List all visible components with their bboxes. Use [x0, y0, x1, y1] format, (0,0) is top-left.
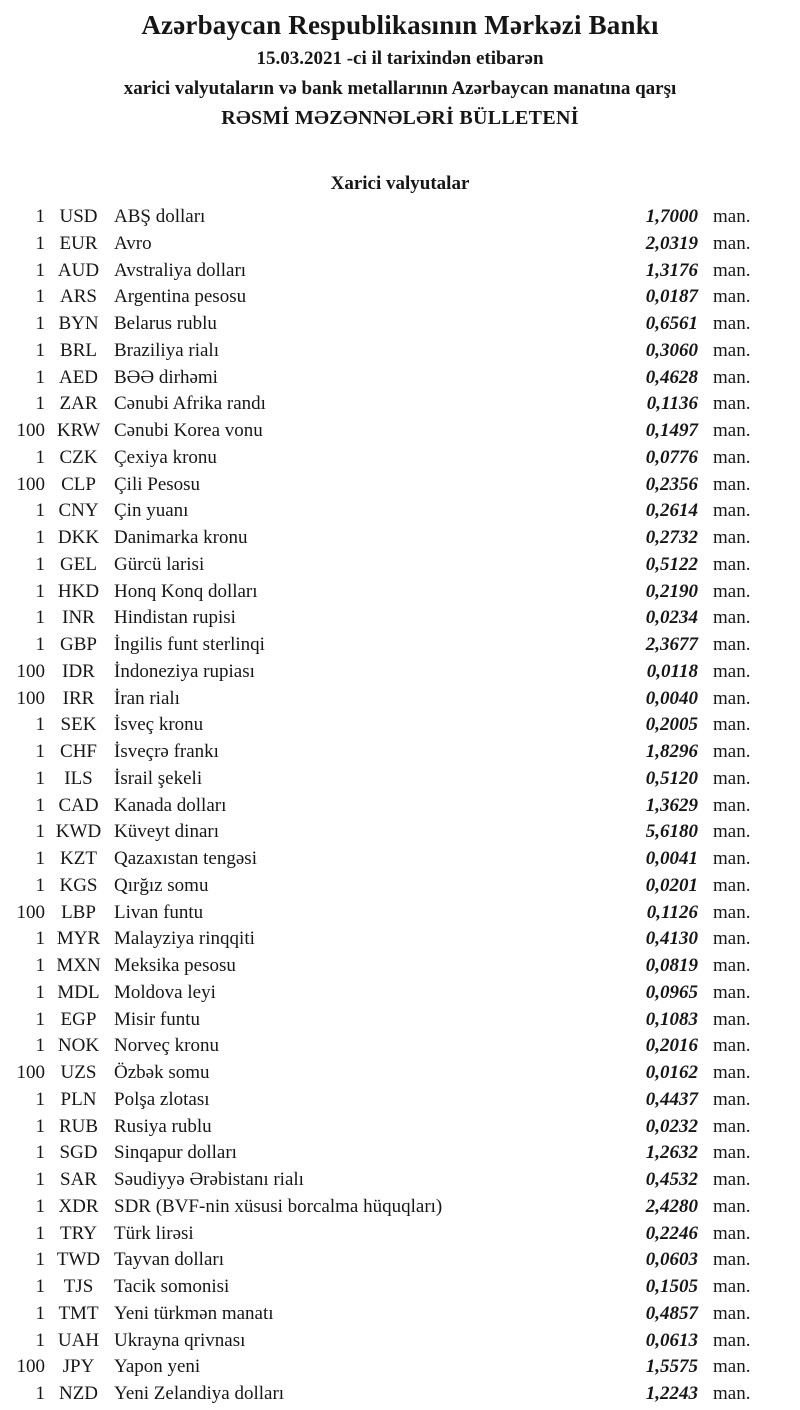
quantity-cell: 100	[16, 1356, 45, 1378]
quantity-cell: 1	[35, 1088, 45, 1110]
currency-name-cell: Yapon yeni	[114, 1356, 201, 1378]
rate-cell: 0,4857	[645, 1302, 698, 1324]
currency-code-cell: AED	[58, 366, 99, 388]
rate-cell: 0,5120	[645, 767, 698, 789]
currency-code-cell: ARS	[60, 286, 97, 308]
currency-code-cell: CAD	[58, 794, 99, 816]
quantity-cell: 1	[35, 313, 45, 334]
currency-code-cell: INR	[62, 607, 95, 629]
unit-cell: man.	[713, 1088, 751, 1110]
quantity-cell: 1	[35, 232, 45, 254]
currency-code-cell: IDR	[62, 660, 95, 682]
rate-cell: 1,3629	[645, 794, 698, 816]
quantity-cell: 1	[35, 259, 45, 281]
currency-name-cell: Honq Konq dolları	[114, 580, 258, 602]
table-row	[0, 634, 800, 661]
quantity-cell: 100	[16, 901, 45, 923]
unit-cell: man.	[713, 232, 751, 254]
currency-code-cell: ZAR	[59, 393, 98, 415]
currency-code-cell: NOK	[57, 1035, 100, 1057]
unit-cell: man.	[713, 1383, 751, 1404]
unit-cell: man.	[713, 1169, 751, 1190]
table-row	[0, 688, 800, 715]
table-row	[0, 982, 800, 1009]
table-row	[0, 1169, 800, 1196]
quantity-cell: 1	[35, 527, 45, 548]
table-row	[0, 286, 800, 313]
currency-code-cell: RUB	[58, 1115, 99, 1137]
unit-cell: man.	[713, 714, 751, 736]
currency-code-cell: TRY	[60, 1222, 97, 1244]
currency-name-cell: Moldova leyi	[114, 981, 216, 1003]
table-row	[0, 1196, 800, 1223]
unit-cell: man.	[713, 1062, 751, 1083]
currency-code-cell: KGS	[59, 874, 98, 896]
unit-cell: man.	[713, 313, 751, 334]
unit-cell: man.	[713, 580, 751, 602]
rate-cell: 0,4437	[645, 1088, 698, 1110]
unit-cell: man.	[713, 634, 751, 655]
currency-code-cell: GEL	[60, 553, 97, 575]
unit-cell: man.	[713, 687, 751, 709]
table-row	[0, 313, 800, 340]
currency-name-cell: Braziliya rialı	[114, 339, 219, 361]
rate-cell: 0,1126	[646, 901, 698, 923]
table-row	[0, 1303, 800, 1330]
quantity-cell: 100	[16, 660, 45, 682]
effective-date-line: 15.03.2021 -ci il tarixindən etibarən	[256, 48, 544, 69]
quantity-cell: 1	[35, 1276, 45, 1297]
unit-cell: man.	[713, 553, 751, 575]
currency-code-cell: AUD	[57, 259, 100, 281]
unit-cell: man.	[713, 366, 751, 388]
table-row	[0, 581, 800, 608]
currency-name-cell: Polşa zlotası	[114, 1088, 210, 1110]
unit-cell: man.	[713, 420, 751, 441]
unit-cell: man.	[713, 1035, 751, 1057]
rate-cell: 0,0162	[645, 1062, 698, 1083]
unit-cell: man.	[713, 446, 751, 468]
rate-cell: 0,1136	[646, 393, 698, 415]
unit-cell: man.	[713, 393, 751, 415]
currency-name-cell: Qırğız somu	[114, 874, 209, 896]
unit-cell: man.	[713, 848, 751, 869]
quantity-cell: 1	[35, 848, 45, 869]
quantity-cell: 100	[16, 473, 45, 495]
rate-cell: 0,3060	[645, 339, 698, 361]
rate-cell: 0,0041	[645, 848, 698, 869]
rate-cell: 0,2190	[645, 580, 698, 602]
quantity-cell: 1	[35, 874, 45, 896]
rate-cell: 0,0603	[645, 1249, 698, 1271]
quantity-cell: 1	[35, 393, 45, 415]
bank-title: Azərbaycan Respublikasının Mərkəzi Bankı	[141, 10, 659, 40]
table-row	[0, 1330, 800, 1357]
currency-code-cell: DKK	[57, 527, 100, 548]
unit-cell: man.	[713, 1249, 751, 1271]
table-row	[0, 741, 800, 768]
rate-cell: 0,5122	[645, 553, 698, 575]
currency-code-cell: EUR	[59, 232, 98, 254]
currency-name-cell: Ukrayna qrivnası	[114, 1329, 246, 1351]
rate-cell: 0,2356	[645, 473, 698, 495]
header-subtitle: xarici valyutaların və bank metallarının Azərbaycan manatına qarşı	[123, 78, 677, 99]
currency-code-cell: BYN	[58, 313, 99, 334]
rate-cell: 1,2632	[645, 1142, 698, 1164]
quantity-cell: 100	[16, 420, 45, 441]
table-row	[0, 1276, 800, 1303]
rate-cell: 0,2005	[645, 714, 698, 736]
currency-name-cell: Çin yuanı	[114, 500, 189, 522]
quantity-cell: 1	[35, 1383, 45, 1404]
quantity-cell: 1	[35, 794, 45, 816]
table-row	[0, 500, 800, 527]
quantity-cell: 1	[35, 1115, 45, 1137]
quantity-cell: 1	[35, 366, 45, 388]
table-row	[0, 902, 800, 929]
currency-name-cell: Yeni Zelandiya dolları	[114, 1383, 285, 1404]
currency-code-cell: CNY	[58, 500, 99, 522]
quantity-cell: 1	[35, 981, 45, 1003]
quantity-cell: 1	[35, 928, 45, 950]
table-row	[0, 393, 800, 420]
currency-code-cell: ILS	[64, 767, 93, 789]
currency-name-cell: İran rialı	[114, 687, 180, 709]
table-row	[0, 1089, 800, 1116]
currency-code-cell: TWD	[56, 1249, 101, 1271]
currency-name-cell: ABŞ dolları	[114, 206, 206, 227]
currency-name-cell: Danimarka kronu	[114, 527, 248, 548]
unit-cell: man.	[713, 1356, 751, 1378]
table-row	[0, 1142, 800, 1169]
unit-cell: man.	[713, 821, 751, 843]
rate-cell: 0,0040	[645, 687, 698, 709]
unit-cell: man.	[713, 259, 751, 281]
rate-cell: 2,3677	[645, 634, 698, 655]
quantity-cell: 1	[35, 1035, 45, 1057]
currency-name-cell: İsveçrə frankı	[114, 741, 219, 762]
rate-cell: 0,0613	[645, 1329, 698, 1351]
quantity-cell: 1	[35, 607, 45, 629]
rate-cell: 0,4532	[645, 1169, 698, 1190]
rate-cell: 0,2732	[645, 527, 698, 548]
table-row	[0, 1009, 800, 1036]
quantity-cell: 1	[35, 1195, 45, 1217]
unit-cell: man.	[713, 206, 751, 227]
rate-cell: 1,7000	[645, 206, 698, 227]
table-row	[0, 233, 800, 260]
unit-cell: man.	[713, 1222, 751, 1244]
table-row	[0, 821, 800, 848]
table-row	[0, 1116, 800, 1143]
rate-cell: 0,0118	[646, 660, 698, 682]
unit-cell: man.	[713, 1008, 751, 1030]
table-row	[0, 474, 800, 501]
currency-name-cell: Norveç kronu	[114, 1035, 219, 1057]
table-row	[0, 260, 800, 287]
table-row	[0, 206, 800, 233]
unit-cell: man.	[713, 286, 751, 308]
unit-cell: man.	[713, 1195, 751, 1217]
currency-name-cell: Argentina pesosu	[114, 286, 247, 308]
table-row	[0, 848, 800, 875]
unit-cell: man.	[713, 1302, 751, 1324]
currency-code-cell: UAH	[57, 1329, 100, 1351]
unit-cell: man.	[713, 527, 751, 548]
currency-code-cell: XDR	[58, 1195, 99, 1217]
unit-cell: man.	[713, 741, 751, 762]
table-row	[0, 340, 800, 367]
rate-cell: 0,6561	[645, 313, 698, 334]
currency-name-cell: Cənubi Korea vonu	[114, 420, 263, 441]
table-row	[0, 447, 800, 474]
bulletin-title: RƏSMİ MƏZƏNNƏLƏRİ BÜLLETENİ	[221, 107, 579, 129]
table-row	[0, 367, 800, 394]
currency-name-cell: Hindistan rupisi	[114, 607, 236, 629]
unit-cell: man.	[713, 607, 751, 629]
rates-table	[0, 206, 800, 1410]
unit-cell: man.	[713, 1142, 751, 1164]
currency-code-cell: SEK	[60, 714, 97, 736]
currency-code-cell: CHF	[60, 741, 97, 762]
rate-cell: 2,0319	[645, 232, 698, 254]
table-row	[0, 714, 800, 741]
quantity-cell: 1	[35, 1222, 45, 1244]
table-row	[0, 554, 800, 581]
currency-name-cell: Türk lirəsi	[114, 1222, 194, 1244]
currency-code-cell: TMT	[58, 1302, 99, 1324]
currency-code-cell: LBP	[61, 901, 96, 923]
currency-code-cell: IRR	[62, 687, 95, 709]
currency-name-cell: Belarus rublu	[114, 313, 217, 334]
currency-code-cell: MXN	[56, 955, 101, 976]
rate-cell: 0,1505	[645, 1276, 698, 1297]
unit-cell: man.	[713, 500, 751, 522]
quantity-cell: 1	[35, 955, 45, 976]
table-row	[0, 1383, 800, 1410]
rate-cell: 0,2246	[645, 1222, 698, 1244]
currency-code-cell: PLN	[60, 1088, 97, 1110]
currency-code-cell: CZK	[59, 446, 98, 468]
quantity-cell: 1	[35, 1302, 45, 1324]
rate-cell: 0,0819	[645, 955, 698, 976]
rate-cell: 0,0776	[645, 446, 698, 468]
unit-cell: man.	[713, 1115, 751, 1137]
quantity-cell: 1	[35, 286, 45, 308]
table-row	[0, 527, 800, 554]
table-row	[0, 661, 800, 688]
quantity-cell: 1	[35, 1169, 45, 1190]
table-row	[0, 875, 800, 902]
currency-code-cell: KZT	[60, 848, 97, 869]
currency-code-cell: CLP	[61, 473, 96, 495]
unit-cell: man.	[713, 955, 751, 976]
table-row	[0, 928, 800, 955]
currency-name-cell: Livan funtu	[114, 901, 204, 923]
table-row	[0, 955, 800, 982]
currency-code-cell: KWD	[55, 821, 102, 843]
currency-name-cell: Küveyt dinarı	[114, 821, 220, 843]
rate-cell: 0,0965	[645, 981, 698, 1003]
unit-cell: man.	[713, 660, 751, 682]
rate-cell: 0,2016	[645, 1035, 698, 1057]
currency-name-cell: Avro	[114, 232, 152, 254]
quantity-cell: 1	[35, 767, 45, 789]
unit-cell: man.	[713, 928, 751, 950]
table-row	[0, 768, 800, 795]
currency-code-cell: EGP	[60, 1008, 97, 1030]
table-row	[0, 1035, 800, 1062]
currency-name-cell: Rusiya rublu	[114, 1115, 212, 1137]
currency-name-cell: Çexiya kronu	[114, 446, 217, 468]
currency-name-cell: Kanada dolları	[114, 794, 227, 816]
quantity-cell: 1	[35, 634, 45, 655]
rate-cell: 1,8296	[645, 741, 698, 762]
currency-code-cell: JPY	[62, 1356, 95, 1378]
quantity-cell: 1	[35, 446, 45, 468]
table-row	[0, 1062, 800, 1089]
currency-name-cell: İsrail şekeli	[114, 767, 203, 789]
currency-name-cell: Misir funtu	[114, 1008, 201, 1030]
table-row	[0, 795, 800, 822]
currency-name-cell: SDR (BVF-nin xüsusi borcalma hüquqları)	[114, 1195, 443, 1217]
currency-name-cell: Özbək somu	[114, 1062, 210, 1083]
currency-code-cell: UZS	[60, 1062, 97, 1083]
table-row	[0, 1223, 800, 1250]
currency-code-cell: KRW	[56, 420, 101, 441]
quantity-cell: 1	[35, 580, 45, 602]
currency-code-cell: SGD	[59, 1142, 98, 1164]
quantity-cell: 1	[35, 1142, 45, 1164]
quantity-cell: 1	[35, 500, 45, 522]
unit-cell: man.	[713, 339, 751, 361]
currency-name-cell: Yeni türkmən manatı	[114, 1302, 274, 1324]
unit-cell: man.	[713, 981, 751, 1003]
currency-code-cell: BRL	[60, 339, 97, 361]
quantity-cell: 1	[35, 1008, 45, 1030]
currency-code-cell: GBP	[60, 634, 97, 655]
currency-name-cell: Çili Pesosu	[114, 473, 201, 495]
unit-cell: man.	[713, 473, 751, 495]
quantity-cell: 1	[35, 339, 45, 361]
currency-code-cell: MYR	[56, 928, 101, 950]
currency-code-cell: USD	[59, 206, 98, 227]
rate-cell: 0,4130	[645, 928, 698, 950]
quantity-cell: 100	[16, 1062, 45, 1083]
rate-cell: 0,0232	[645, 1115, 698, 1137]
currency-name-cell: Qazaxıstan tengəsi	[114, 848, 257, 869]
currency-name-cell: Tacik somonisi	[114, 1276, 230, 1297]
table-row	[0, 420, 800, 447]
unit-cell: man.	[713, 901, 751, 923]
currency-name-cell: Meksika pesosu	[114, 955, 236, 976]
document-header	[0, 7, 800, 132]
quantity-cell: 1	[35, 714, 45, 736]
unit-cell: man.	[713, 1276, 751, 1297]
table-row	[0, 1249, 800, 1276]
rate-cell: 0,1083	[645, 1008, 698, 1030]
currency-name-cell: BƏƏ dirhəmi	[114, 366, 218, 388]
currency-name-cell: İndoneziya rupiası	[114, 660, 255, 682]
currency-name-cell: Sinqapur dolları	[114, 1142, 237, 1164]
currency-code-cell: MDL	[57, 981, 100, 1003]
currency-code-cell: TJS	[63, 1276, 94, 1297]
table-row	[0, 1356, 800, 1383]
currency-name-cell: İngilis funt sterlinqi	[114, 634, 265, 655]
quantity-cell: 1	[35, 1249, 45, 1271]
currency-code-cell: SAR	[60, 1169, 97, 1190]
rate-cell: 5,6180	[645, 821, 698, 843]
section-title-foreign-currencies: Xarici valyutalar	[330, 173, 470, 194]
currency-name-cell: Malayziya rinqqiti	[114, 928, 255, 950]
quantity-cell: 1	[35, 821, 45, 843]
unit-cell: man.	[713, 767, 751, 789]
currency-name-cell: Avstraliya dolları	[114, 259, 247, 281]
currency-name-cell: Gürcü larisi	[114, 553, 205, 575]
quantity-cell: 1	[35, 741, 45, 762]
unit-cell: man.	[713, 794, 751, 816]
currency-code-cell: NZD	[58, 1383, 99, 1404]
rate-cell: 0,0201	[645, 874, 698, 896]
rate-cell: 2,4280	[645, 1195, 698, 1217]
quantity-cell: 1	[35, 1329, 45, 1351]
rate-cell: 0,0234	[645, 607, 698, 629]
unit-cell: man.	[713, 1329, 751, 1351]
rate-cell: 0,4628	[645, 366, 698, 388]
currency-name-cell: İsveç kronu	[114, 714, 204, 736]
quantity-cell: 100	[16, 687, 45, 709]
unit-cell: man.	[713, 874, 751, 896]
currency-name-cell: Səudiyyə Ərəbistanı rialı	[114, 1169, 304, 1190]
quantity-cell: 1	[35, 206, 45, 227]
rate-cell: 1,5575	[645, 1356, 698, 1378]
currency-code-cell: HKD	[57, 580, 100, 602]
currency-name-cell: Tayvan dolları	[114, 1249, 224, 1271]
currency-name-cell: Cənubi Afrika randı	[114, 393, 266, 415]
rate-cell: 1,2243	[645, 1383, 698, 1404]
rate-cell: 0,2614	[645, 500, 698, 522]
rate-cell: 0,0187	[645, 286, 698, 308]
rate-cell: 0,1497	[645, 420, 698, 441]
rate-cell: 1,3176	[645, 259, 698, 281]
table-row	[0, 607, 800, 634]
quantity-cell: 1	[35, 553, 45, 575]
